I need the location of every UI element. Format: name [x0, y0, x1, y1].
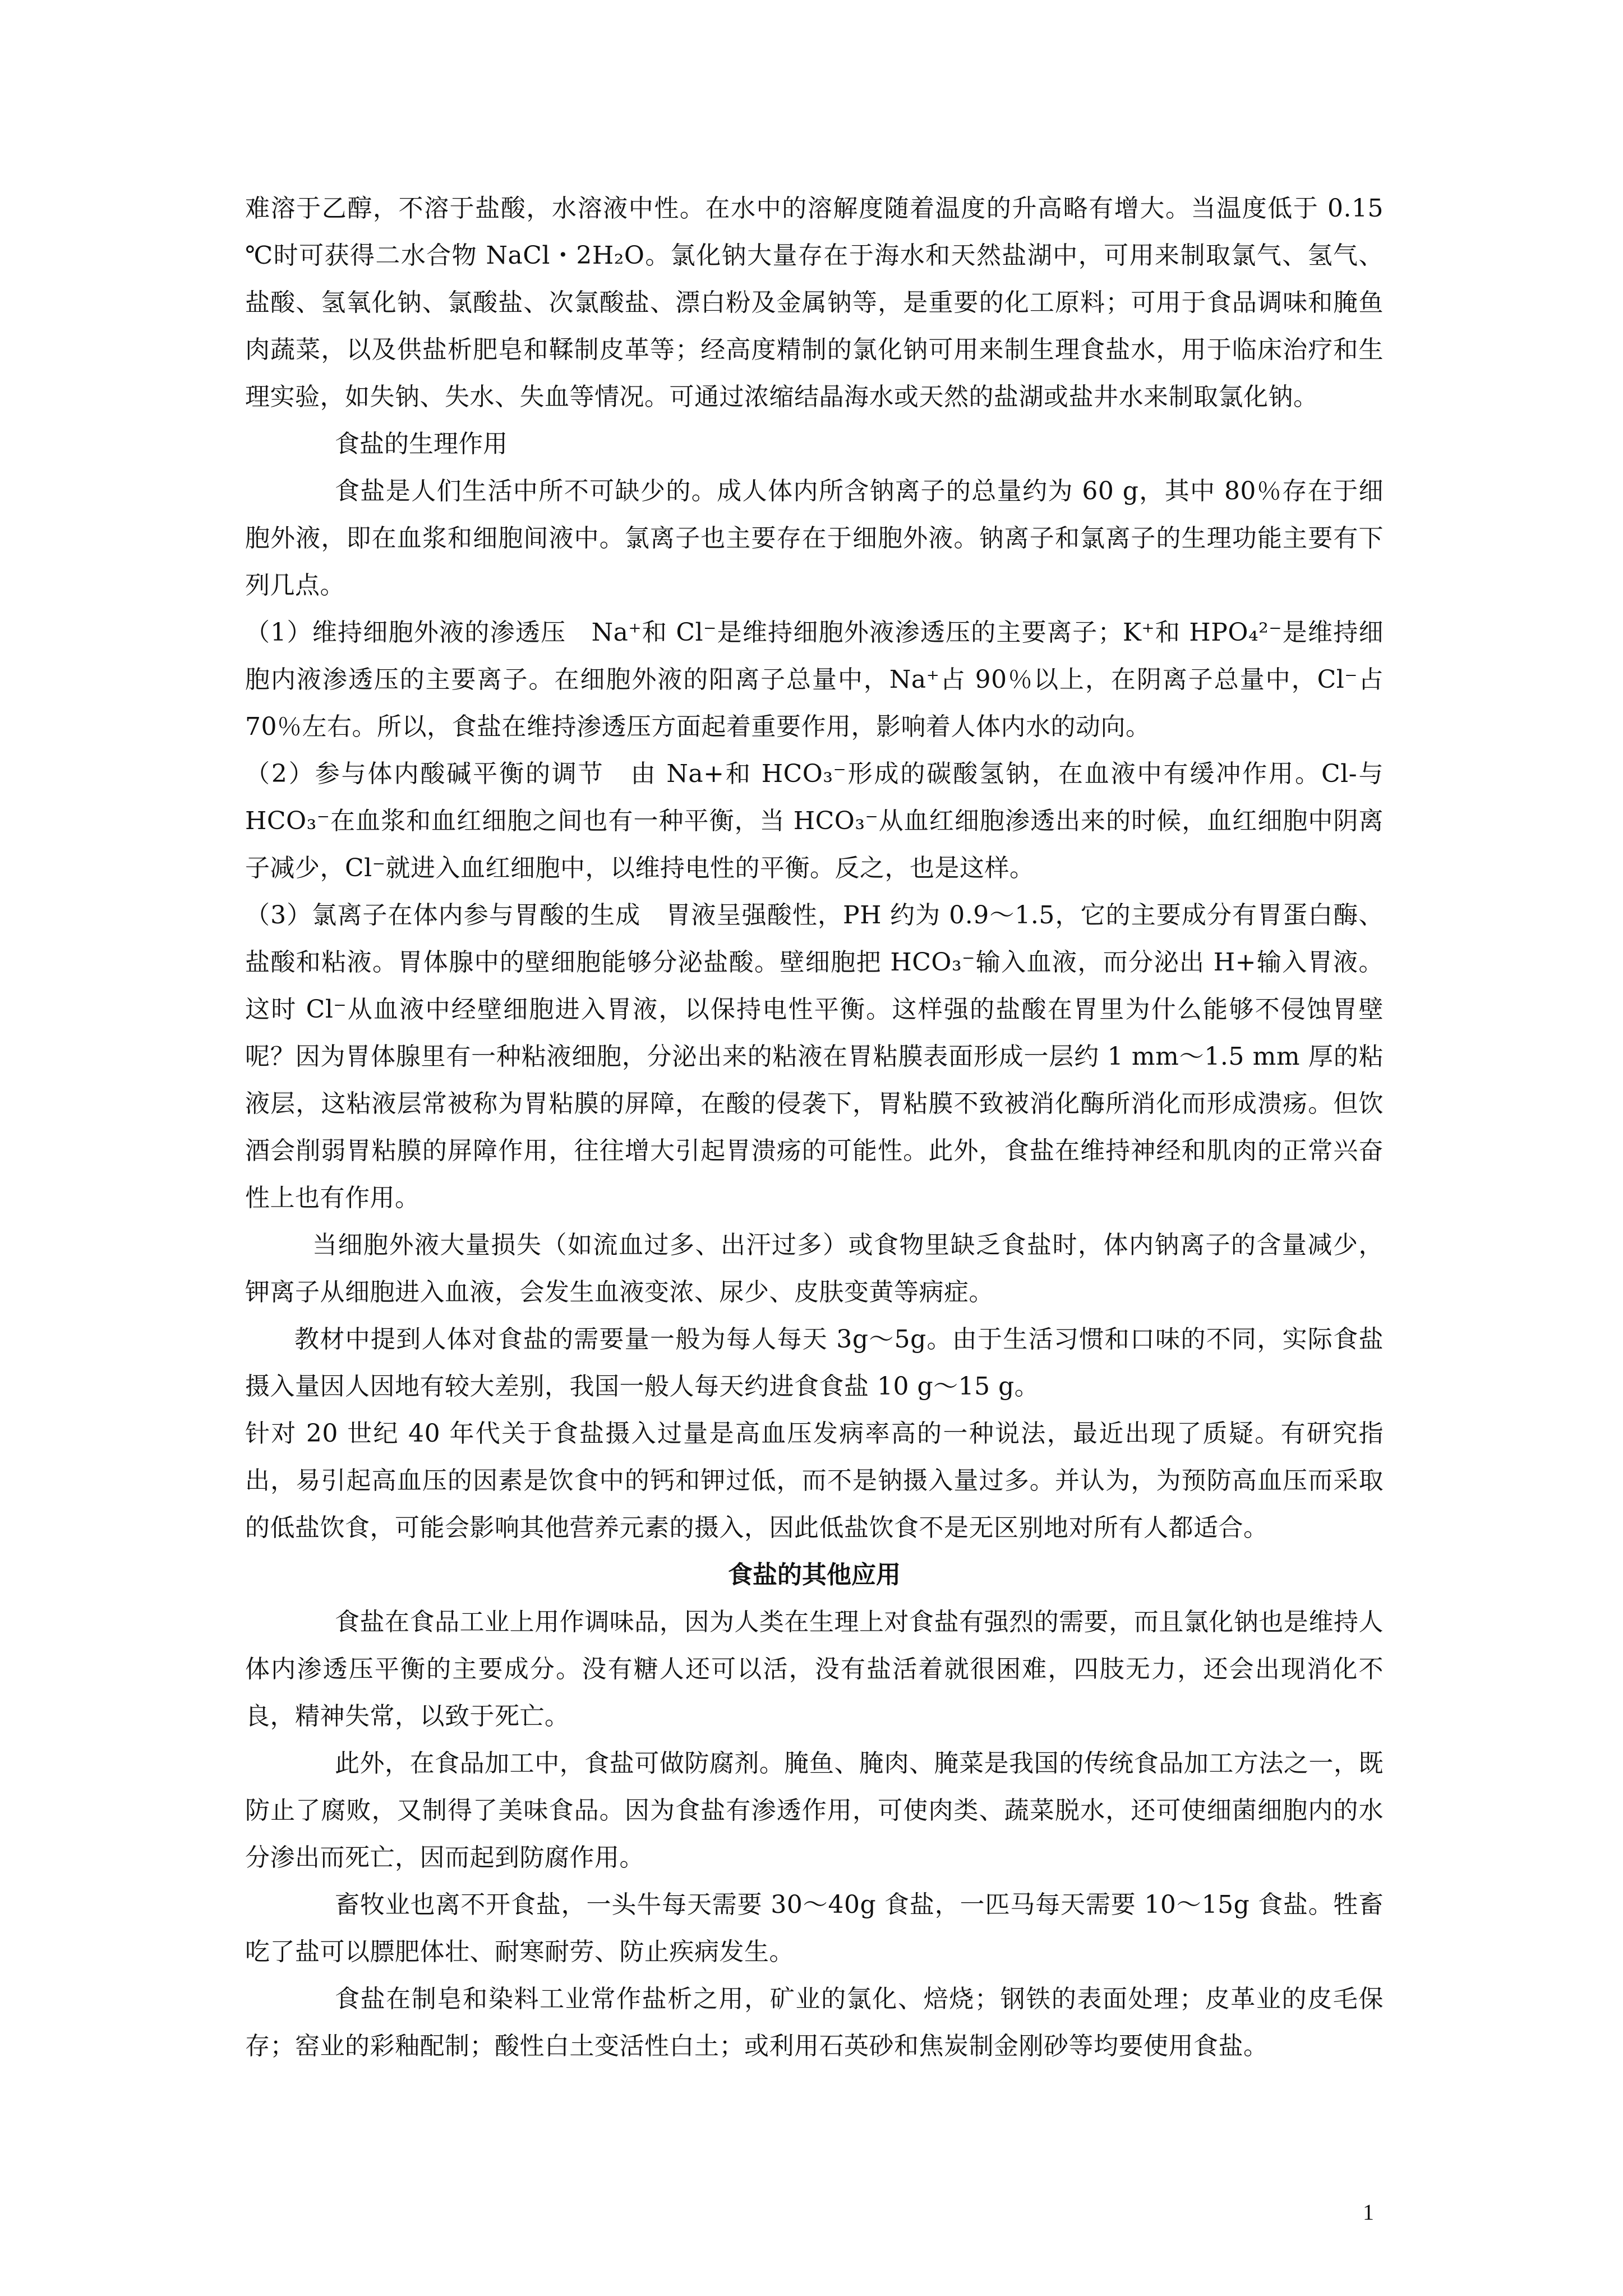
paragraph-osmotic-pressure: （1）维持细胞外液的渗透压 Na⁺和 Cl⁻是维持细胞外液渗透压的主要离子；K⁺和 HPO₄²⁻是维持细胞内液渗透压的主要离子。在细胞外液的阳离子总量中，Na⁺占 90％以上，在阴离子总量中，Cl⁻占 70％左右。所以，食盐在维持渗透压方面起着重要作用，影响着人体内水的动向。: [245, 618, 1384, 741]
paragraph-fluid-loss: 当细胞外液大量损失（如流血过多、出汗过多）或食物里缺乏食盐时，体内钠离子的含量减少，钾离子从细胞进入血液，会发生血液变浓、尿少、皮肤变黄等病症。: [245, 1231, 1384, 1306]
page-number: 1: [1363, 2200, 1374, 2225]
paragraph-food-industry: 食盐在食品工业上用作调味品，因为人类在生理上对食盐有强烈的需要，而且氯化钠也是维持人体内渗透压平衡的主要成分。没有糖人还可以活，没有盐活着就很困难，四肢无力，还会出现消化不良，精神失常，以致于死亡。: [245, 1608, 1384, 1731]
paragraph-gastric-acid: （3）氯离子在体内参与胃酸的生成 胃液呈强酸性，PH 约为 0.9～1.5，它的主要成分有胃蛋白酶、盐酸和粘液。胃体腺中的壁细胞能够分泌盐酸。壁细胞把 HCO₃⁻输入血液，而分泌出 H+输入胃液。这时 Cl⁻从血液中经壁细胞进入胃液，以保持电性平衡。这样强的盐酸在胃里为什么能够不侵蚀胃壁呢？因为胃体腺里有一种粘液细胞，分泌出来的粘液在胃粘膜表面形成一层约 1 mm～1.5 mm 厚的粘液层，这粘液层常被称为胃粘膜的屏障，在酸的侵袭下，胃粘膜不致被消化酶所消化而形成溃疡。但饮酒会削弱胃粘膜的屏障作用，往往增大引起胃溃疡的可能性。此外，食盐在维持神经和肌肉的正常兴奋性上也有作用。: [245, 901, 1384, 1212]
paragraph-preservative: 此外，在食品加工中，食盐可做防腐剂。腌鱼、腌肉、腌菜是我国的传统食品加工方法之一，既防止了腐败，又制得了美味食品。因为食盐有渗透作用，可使肉类、蔬菜脱水，还可使细菌细胞内的水分渗出而死亡，因而起到防腐作用。: [245, 1749, 1384, 1872]
paragraph-livestock: 畜牧业也离不开食盐，一头牛每天需要 30～40g 食盐，一匹马每天需要 10～15g 食盐。牲畜吃了盐可以膘肥体壮、耐寒耐劳、防止疾病发生。: [245, 1890, 1384, 1966]
paragraph-salt-intro: 食盐是人们生活中所不可缺少的。成人体内所含钠离子的总量约为 60 g，其中 80％存在于细胞外液，即在血浆和细胞间液中。氯离子也主要存在于细胞外液。钠离子和氯离子的生理功能主要有下列几点。: [245, 477, 1384, 600]
paragraph-sodium-chloride-properties: 难溶于乙醇，不溶于盐酸，水溶液中性。在水中的溶解度随着温度的升高略有增大。当温度低于 0.15 ℃时可获得二水合物 NaCl・2H₂O。氯化钠大量存在于海水和天然盐湖中，可用来制取氯气、氢气、盐酸、氢氧化钠、氯酸盐、次氯酸盐、漂白粉及金属钠等，是重要的化工原料；可用于食品调味和腌鱼肉蔬菜，以及供盐析肥皂和鞣制皮革等；经高度精制的氯化钠可用来制生理食盐水，用于临床治疗和生理实验，如失钠、失水、失血等情况。可通过浓缩结晶海水或天然的盐湖或盐井水来制取氯化钠。: [245, 194, 1384, 411]
paragraph-industrial-uses: 食盐在制皂和染料工业常作盐析之用，矿业的氯化、焙烧；钢铁的表面处理；皮革业的皮毛保存；窑业的彩釉配制；酸性白土变活性白土；或利用石英砂和焦炭制金刚砂等均要使用食盐。: [245, 1985, 1384, 2060]
document-body: [245, 185, 1384, 2070]
section-heading-other-uses: 食盐的其他应用: [728, 1561, 901, 1589]
paragraph-hypertension: 针对 20 世纪 40 年代关于食盐摄入过量是高血压发病率高的一种说法，最近出现了质疑。有研究指出，易引起高血压的因素是饮食中的钙和钾过低，而不是钠摄入量过多。并认为，为预防高血压而采取的低盐饮食，可能会影响其他营养元素的摄入，因此低盐饮食不是无区别地对所有人都适合。: [245, 1419, 1384, 1542]
section-heading-physiological-role: 食盐的生理作用: [335, 430, 508, 458]
paragraph-acid-base-balance: （2）参与体内酸碱平衡的调节 由 Na+和 HCO₃⁻形成的碳酸氢钠，在血液中有缓冲作用。Cl-与 HCO₃⁻在血浆和血红细胞之间也有一种平衡，当 HCO₃⁻从血红细胞渗透出来的时候，血红细胞中阴离子减少，Cl⁻就进入血红细胞中，以维持电性的平衡。反之，也是这样。: [245, 760, 1384, 882]
paragraph-daily-requirement: 教材中提到人体对食盐的需要量一般为每人每天 3g～5g。由于生活习惯和口味的不同，实际食盐摄入量因人因地有较大差别，我国一般人每天约进食食盐 10 g～15 g。: [245, 1325, 1384, 1401]
